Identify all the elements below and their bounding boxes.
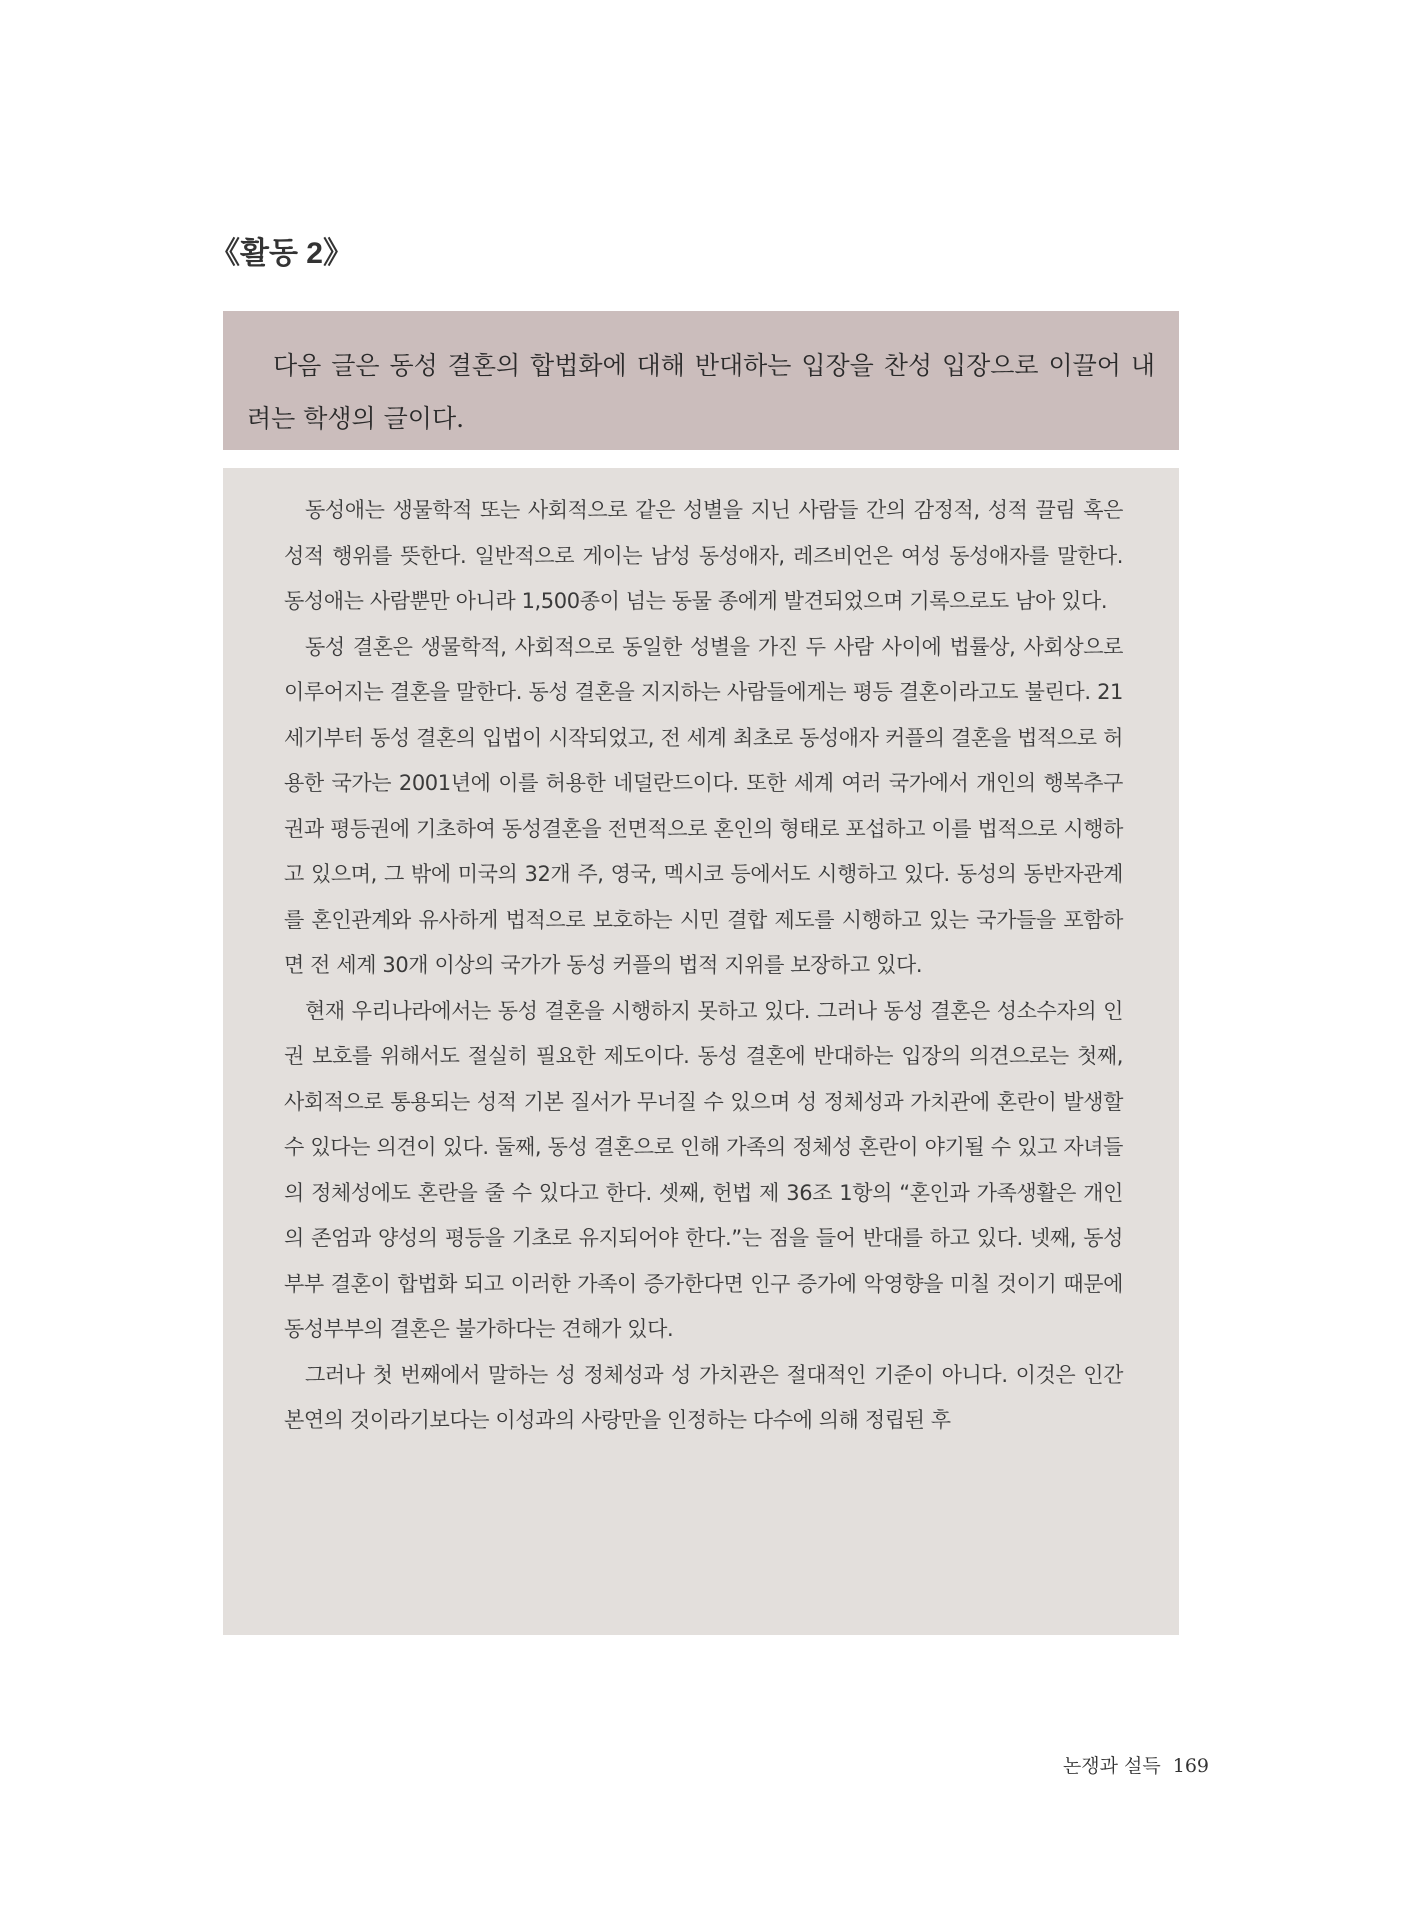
activity-title: 《활동 2》 [210, 237, 353, 270]
page-footer [1063, 1751, 1209, 1778]
activity-prompt-text: 다음 글은 동성 결혼의 합법화에 대해 반대하는 입장을 찬성 입장으로 이끌어 내려는 학생의 글이다. [247, 351, 1155, 433]
activity-prompt-box [223, 311, 1179, 450]
reading-paragraph: 동성 결혼은 생물학적, 사회적으로 동일한 성별을 가진 두 사람 사이에 법률상, 사회상으로 이루어지는 결혼을 말한다. 동성 결혼을 지지하는 사람들에게는 평등 결혼이라고도 불린다. 21세기부터 동성 결혼의 입법이 시작되었고, 전 세계 최초로 동성애자 커플의 결혼을 법적으로 허용한 국가는 2001년에 이를 허용한 네덜란드이다. 또한 세계 여러 국가에서 개인의 행복추구권과 평등권에 기초하여 동성결혼을 전면적으로 혼인의 형태로 포섭하고 이를 법적으로 시행하고 있으며, 그 밖에 미국의 32개 주, 영국, 멕시코 등에서도 시행하고 있다. 동성의 동반자관계를 혼인관계와 유사하게 법적으로 보호하는 시민 결합 제도를 시행하고 있는 국가들을 포함하면 전 세계 30개 이상의 국가가 동성 커플의 법적 지위를 보장하고 있다. [284, 634, 1123, 977]
reading-paragraph: 그러나 첫 번째에서 말하는 성 정체성과 성 가치관은 절대적인 기준이 아니다. 이것은 인간 본연의 것이라기보다는 이성과의 사랑만을 인정하는 다수에 의해 정립된 후 [284, 1362, 1123, 1432]
reading-paragraph: 동성애는 생물학적 또는 사회적으로 같은 성별을 지닌 사람들 간의 감정적, 성적 끌림 혹은 성적 행위를 뜻한다. 일반적으로 게이는 남성 동성애자, 레즈비언은 여성 동성애자를 말한다. 동성애는 사람뿐만 아니라 1,500종이 넘는 동물 종에게 발견되었으며 기록으로도 남아 있다. [284, 498, 1123, 613]
reading-passage-box [223, 468, 1179, 1635]
footer-section-title: 논쟁과 설득 [1062, 1755, 1161, 1777]
page-number: 169 [1172, 1755, 1209, 1777]
reading-paragraph: 현재 우리나라에서는 동성 결혼을 시행하지 못하고 있다. 그러나 동성 결혼은 성소수자의 인권 보호를 위해서도 절실히 필요한 제도이다. 동성 결혼에 반대하는 입장의 의견으로는 첫째, 사회적으로 통용되는 성적 기본 질서가 무너질 수 있으며 성 정체성과 가치관에 혼란이 발생할 수 있다는 의견이 있다. 둘째, 동성 결혼으로 인해 가족의 정체성 혼란이 야기될 수 있고 자녀들의 정체성에도 혼란을 줄 수 있다고 한다. 셋째, 헌법 제 36조 1항의 “혼인과 가족생활은 개인의 존엄과 양성의 평등을 기초로 유지되어야 한다.”는 점을 들어 반대를 하고 있다. 넷째, 동성부부 결혼이 합법화 되고 이러한 가족이 증가한다면 인구 증가에 악영향을 미칠 것이기 때문에 동성부부의 결혼은 불가하다는 견해가 있다. [284, 998, 1124, 1341]
